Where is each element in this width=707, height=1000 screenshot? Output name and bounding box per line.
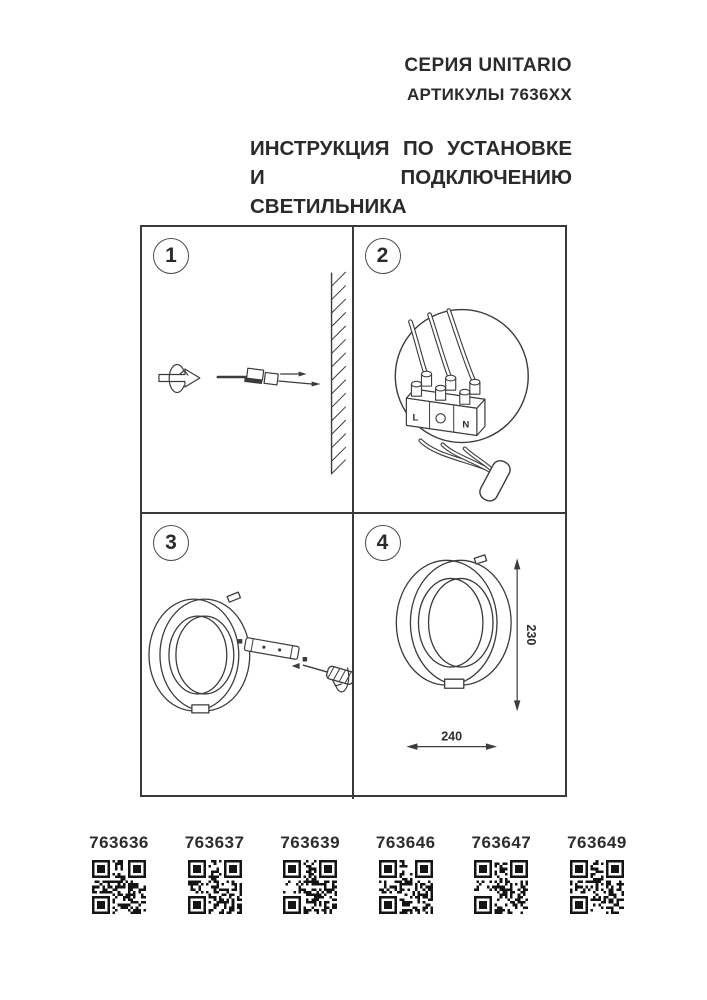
fixing-screw [292,659,352,692]
header [250,55,572,221]
step-number-badge-4 [365,525,401,561]
article-code: 763636 [89,833,149,852]
step-panel-3 [142,514,354,799]
qr-code [379,860,433,914]
article-code: 763646 [375,833,436,852]
step-number: 4 [376,531,389,555]
series-title: СЕРИЯ UNITARIO [404,55,572,76]
width-dimension [406,730,497,750]
article-code: 763647 [471,833,532,852]
article-code: 763639 [280,833,341,852]
article-code: 763649 [567,833,627,852]
height-dimension-label: 230 [523,624,538,646]
article-item [556,833,638,914]
article-item [460,833,542,914]
terminal-label-neutral: N [461,419,469,431]
qr-code [188,860,242,914]
articles-row [78,833,638,914]
step-panel-4 [354,514,566,799]
page-title-line2: И ПОДКЛЮЧЕНИЮ СВЕТИЛЬНИКА [250,166,572,218]
page-title [250,134,572,221]
terminal-block [406,371,485,435]
step-number-badge-3 [153,525,189,561]
step-number: 1 [165,244,177,267]
step-number-badge-1 [153,238,189,274]
articles-subtitle: АРТИКУЛЫ 7636ХХ [406,85,572,104]
wall [332,272,346,474]
article-item [174,833,256,914]
article-item [78,833,160,914]
terminal-label-live: L [412,412,418,424]
mounting-bracket [238,637,307,661]
push-arrow-icon [159,369,200,387]
qr-code [570,860,624,914]
width-dimension-label: 240 [440,729,462,744]
qr-code [92,860,146,914]
ring-luminaire [396,555,511,688]
step-number: 2 [376,244,389,267]
article-code: 763637 [184,833,245,852]
page-title-line1: ИНСТРУКЦИЯ ПО УСТАНОВКЕ [250,137,572,160]
step-number-badge-2 [365,238,401,274]
article-item [269,833,351,914]
screw-and-toggle-anchor [218,368,321,386]
instruction-grid [140,225,567,797]
step-panel-1 [142,227,354,514]
step-number: 3 [165,531,177,555]
qr-code [474,860,528,914]
ring-luminaire [149,592,250,713]
height-dimension [513,558,537,711]
qr-code [283,860,337,914]
article-item [365,833,447,914]
step-panel-2 [354,227,566,514]
supply-cable [420,441,512,504]
